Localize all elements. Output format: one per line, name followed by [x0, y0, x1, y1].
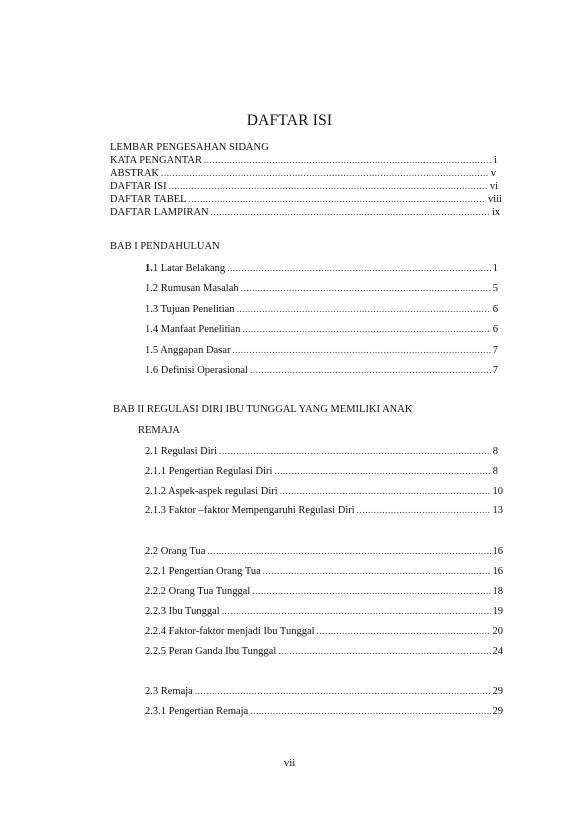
- chapter-heading-bab-2-continued: REMAJA: [138, 425, 181, 436]
- leader-dots: [280, 485, 491, 498]
- toc-entry-1-2[interactable]: [145, 282, 498, 295]
- toc-entry-2-2[interactable]: [145, 545, 503, 558]
- toc-entry-1-6[interactable]: [145, 364, 498, 377]
- leader-dots: [195, 685, 491, 698]
- toc-entry-label: 2.2.1 Pengertian Orang Tua: [145, 566, 261, 577]
- leader-dots: [242, 323, 490, 336]
- toc-page-number: 24: [492, 646, 503, 657]
- toc-entry-2-2-3[interactable]: [145, 605, 503, 618]
- toc-page-number: 8: [492, 466, 498, 477]
- toc-page-number: 16: [492, 566, 503, 577]
- toc-entry-2-1[interactable]: [145, 445, 498, 458]
- toc-page-number: 5: [492, 283, 498, 294]
- toc-entry-2-2-1[interactable]: [145, 565, 503, 578]
- toc-entry-1-5[interactable]: [145, 344, 498, 357]
- toc-page-number: vi: [489, 181, 498, 192]
- toc-entry-kata-pengantar[interactable]: [110, 154, 497, 167]
- leader-dots: [317, 625, 491, 638]
- leader-dots: [161, 167, 489, 180]
- toc-page-number: viii: [487, 194, 502, 205]
- leader-dots: [204, 154, 492, 167]
- toc-entry-2-3-1[interactable]: [145, 705, 503, 718]
- leader-dots: [278, 645, 490, 658]
- leader-dots: [232, 344, 490, 357]
- toc-entry-label: DAFTAR LAMPIRAN: [110, 207, 209, 218]
- toc-page-number: 6: [492, 324, 498, 335]
- chapter-heading-bab-1: BAB I PENDAHULUAN: [110, 241, 220, 252]
- toc-page-number: 6: [492, 304, 498, 315]
- toc-entry-label: 2.3.1 Pengertian Remaja: [145, 706, 249, 717]
- toc-page-number: 7: [492, 345, 498, 356]
- chapter-heading-bab-2: BAB II REGULASI DIRI IBU TUNGGAL YANG MEMILIKI ANAK: [113, 404, 413, 415]
- toc-entry-label: 1.5 Anggapan Dasar: [145, 345, 231, 356]
- leader-dots: [207, 545, 490, 558]
- toc-page-number: ix: [491, 207, 500, 218]
- toc-entry-label: 2.1.3 Faktor –faktor Mempengaruhi Regulasi Diri: [145, 505, 355, 516]
- leader-dots: [252, 585, 490, 598]
- toc-page-number: 19: [492, 606, 503, 617]
- toc-entry-2-1-2[interactable]: [145, 485, 503, 498]
- toc-entry-2-1-3[interactable]: [145, 504, 503, 517]
- leader-dots: [219, 445, 491, 458]
- toc-entry-label: 2.2.5 Peran Ganda Ibu Tunggal: [145, 646, 277, 657]
- toc-page-number: 29: [492, 686, 503, 697]
- toc-entry-label: 1.2 Rumusan Masalah: [145, 283, 239, 294]
- leader-dots: [237, 303, 491, 316]
- toc-page-number: 18: [492, 586, 503, 597]
- leader-dots: [222, 605, 491, 618]
- toc-entry-label: 2.2.4 Faktor-faktor menjadi Ibu Tunggal: [145, 626, 315, 637]
- toc-page-number: v: [490, 168, 496, 179]
- toc-page-number: 20: [492, 626, 503, 637]
- toc-page-number: 16: [492, 546, 503, 557]
- toc-entry-2-2-2[interactable]: [145, 585, 503, 598]
- toc-entry-1-1[interactable]: [145, 262, 498, 275]
- page-number-footer: vii: [283, 757, 296, 769]
- toc-entry-label: 2.1.1 Pengertian Regulasi Diri: [145, 466, 273, 477]
- leader-dots: [227, 262, 491, 275]
- leader-dots: [211, 206, 490, 219]
- toc-entry-label: DAFTAR ISI: [110, 181, 167, 192]
- toc-entry-1-4[interactable]: [145, 323, 498, 336]
- toc-page-number: 29: [492, 706, 503, 717]
- leader-dots: [169, 180, 488, 193]
- toc-page-number: 7: [492, 365, 498, 376]
- toc-entry-daftar-isi[interactable]: [110, 180, 498, 193]
- toc-entry-daftar-lampiran[interactable]: [110, 206, 500, 219]
- leader-dots: [274, 465, 490, 478]
- toc-entry-label: DAFTAR TABEL: [110, 194, 187, 205]
- toc-page-number: 10: [492, 486, 503, 497]
- leader-dots: [241, 282, 491, 295]
- toc-entry-label: 2.1 Regulasi Diri: [145, 446, 218, 457]
- toc-entry-label: 1.4 Manfaat Penelitian: [145, 324, 241, 335]
- toc-entry-lembar-pengesahan: LEMBAR PENGESAHAN SIDANG: [110, 142, 269, 153]
- leader-dots: [263, 565, 491, 578]
- toc-entry-label: 2.3 Remaja: [145, 686, 193, 697]
- toc-entry-label: 2.2.2 Orang Tua Tunggal: [145, 586, 251, 597]
- toc-entry-label-text: 1 Latar Belakang: [152, 263, 226, 274]
- leader-dots: [250, 364, 491, 377]
- toc-page-number: 13: [492, 505, 503, 516]
- leader-dots: [357, 504, 491, 517]
- leader-dots: [250, 705, 490, 718]
- toc-entry-1-3[interactable]: [145, 303, 498, 316]
- toc-entry-2-3[interactable]: [145, 685, 503, 698]
- toc-page-number: 1: [492, 263, 498, 274]
- toc-page-number: i: [494, 155, 497, 166]
- toc-entry-label: 1.6 Definisi Operasional: [145, 365, 248, 376]
- leader-dots: [189, 193, 486, 206]
- toc-page-number: 8: [492, 446, 498, 457]
- page-title: DAFTAR ISI: [246, 112, 333, 129]
- toc-entry-label: [145, 262, 225, 275]
- toc-entry-2-1-1[interactable]: [145, 465, 498, 478]
- toc-entry-2-2-4[interactable]: [145, 625, 503, 638]
- toc-entry-label: 2.1.2 Aspek-aspek regulasi Diri: [145, 486, 278, 497]
- toc-entry-label: 1.3 Tujuan Penelitian: [145, 304, 235, 315]
- toc-entry-2-2-5[interactable]: [145, 645, 503, 658]
- toc-entry-label: 2.2.3 Ibu Tunggal: [145, 606, 220, 617]
- toc-entry-bold-number: 1.: [145, 263, 153, 274]
- toc-entry-abstrak[interactable]: [110, 167, 496, 180]
- toc-entry-daftar-tabel[interactable]: [110, 193, 502, 206]
- toc-entry-label: ABSTRAK: [110, 168, 160, 179]
- toc-entry-label: KATA PENGANTAR: [110, 155, 202, 166]
- toc-entry-label: 2.2 Orang Tua: [145, 546, 206, 557]
